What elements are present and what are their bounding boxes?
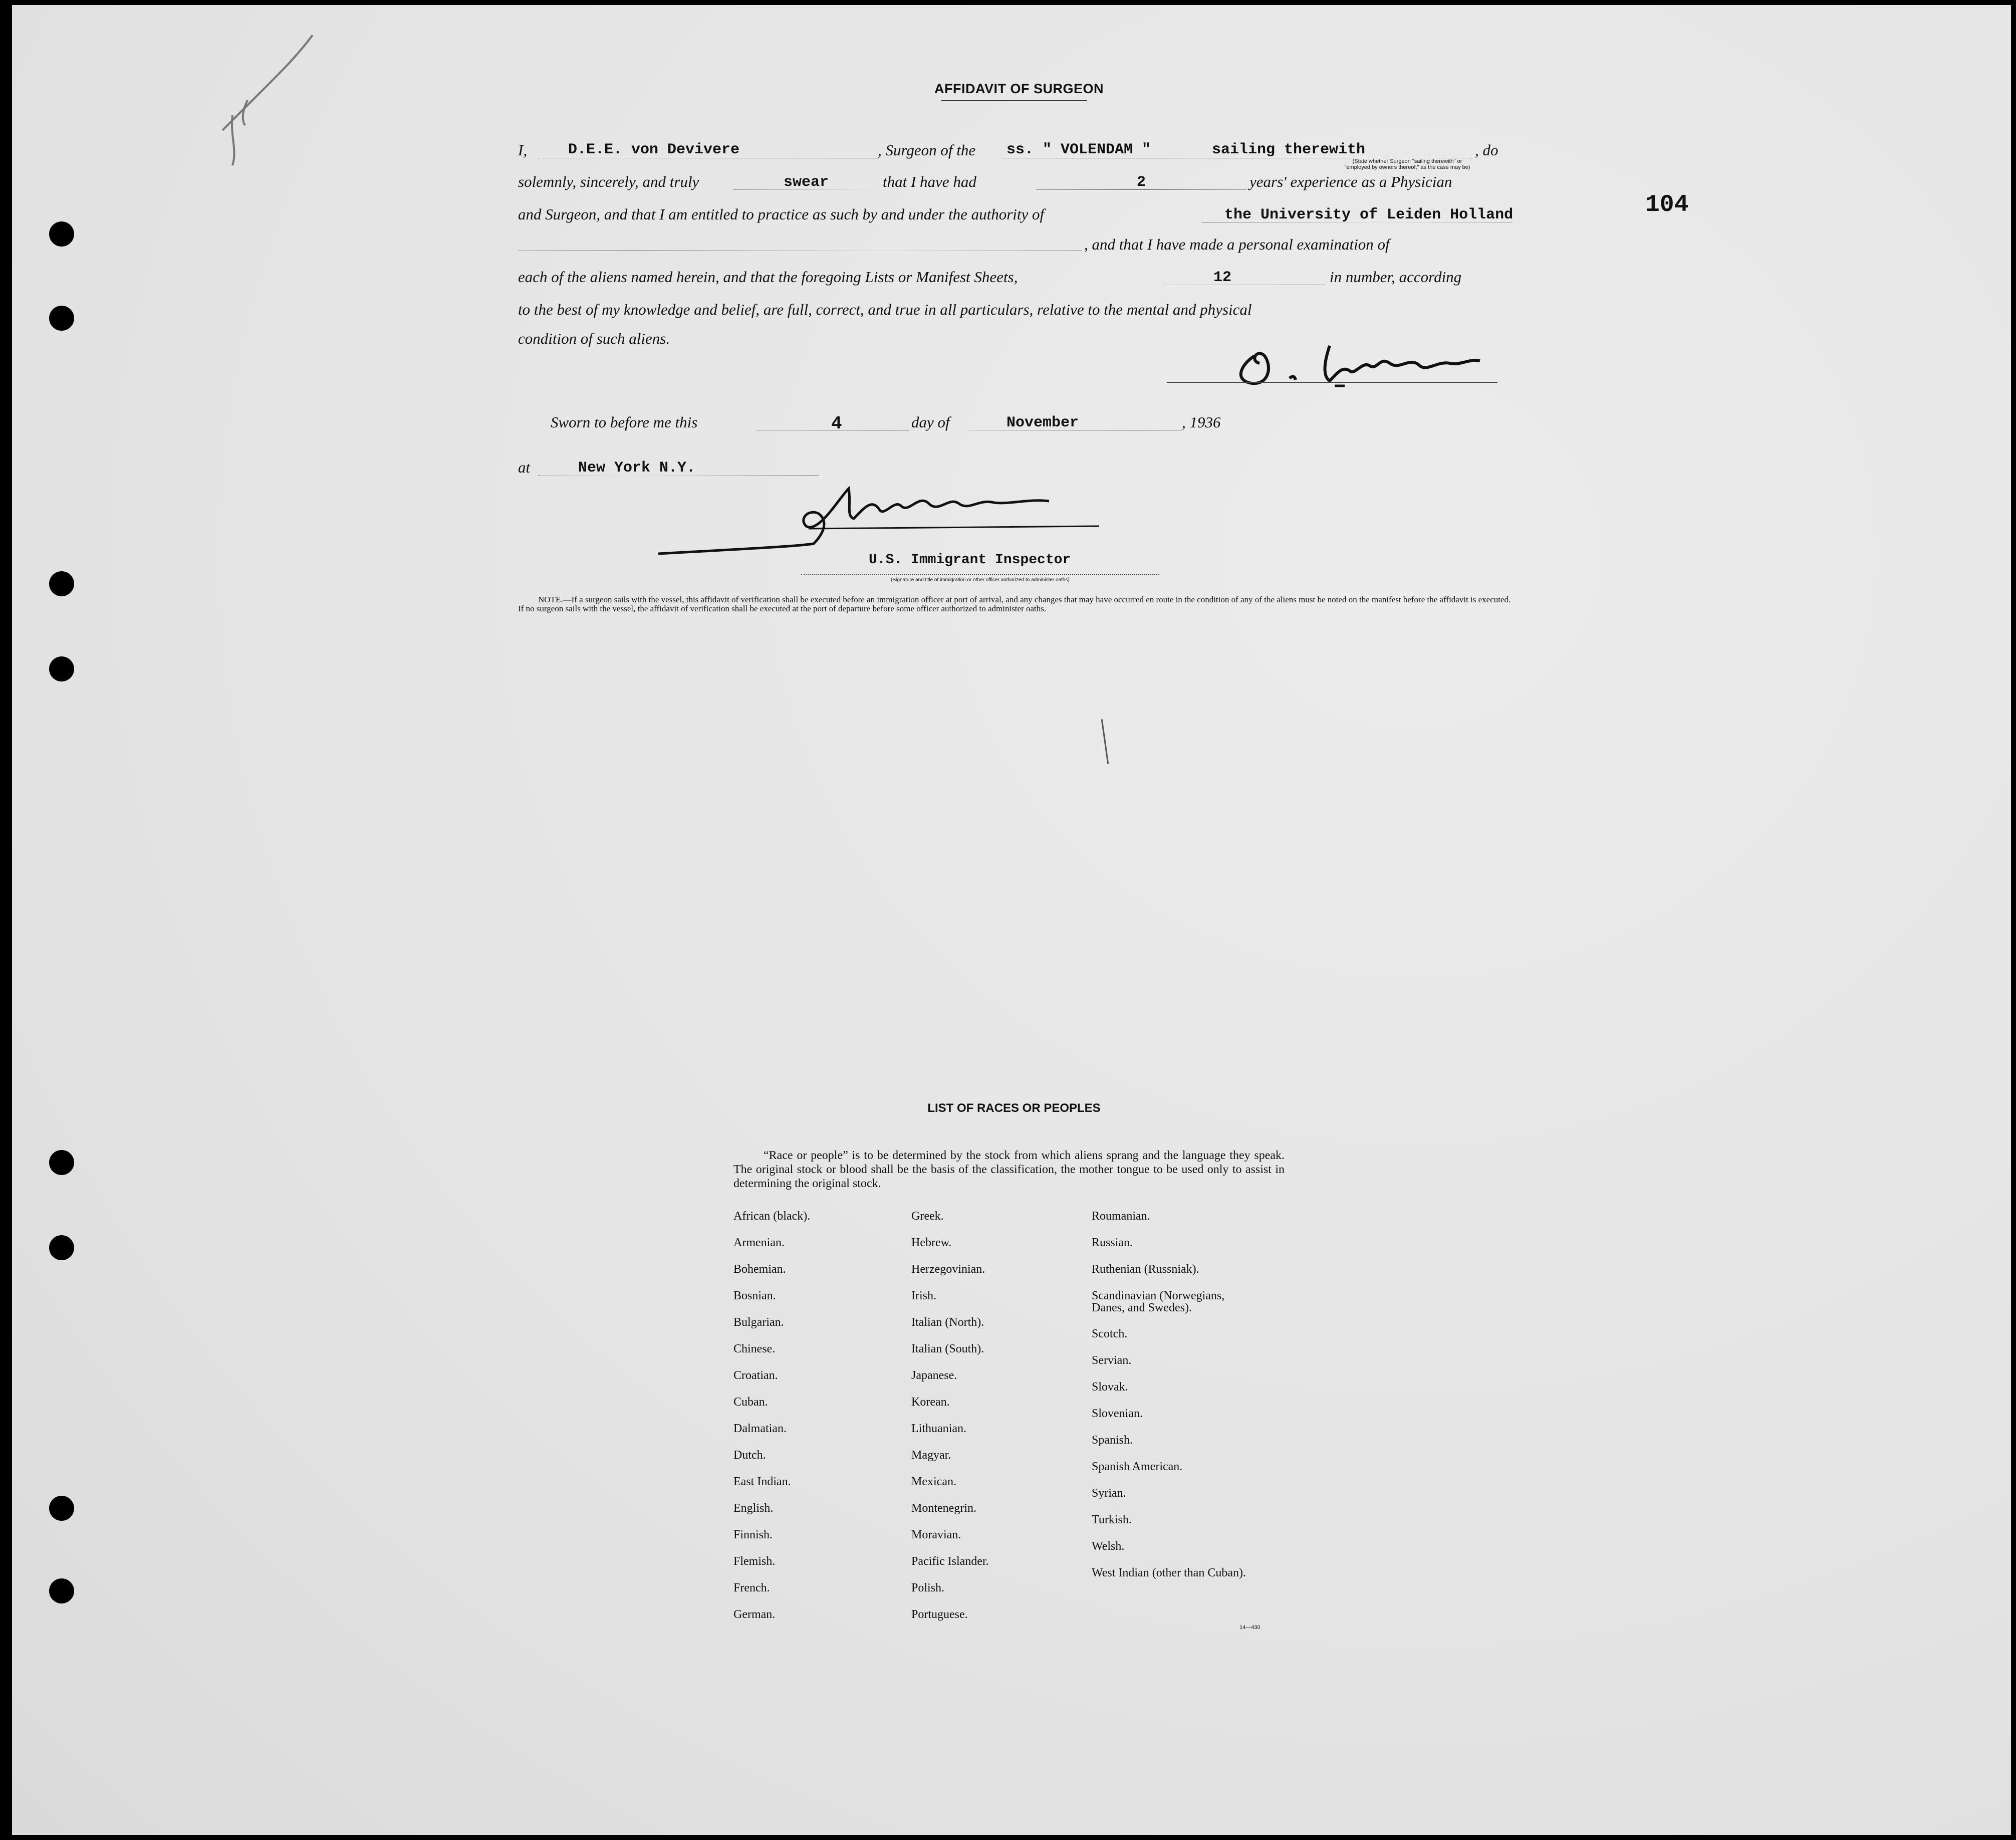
surgeon-signature-line [1167,382,1497,383]
stray-mark [1101,719,1109,764]
race-item: Dalmatian. [733,1422,787,1435]
race-item: East Indian. [733,1475,791,1488]
race-item: Slovak. [1092,1381,1128,1394]
authority-value: the University of Leiden Holland [1224,206,1514,223]
race-item: African (black). [733,1210,811,1223]
affidavit-title: AFFIDAVIT OF SURGEON [934,81,1104,96]
affidavit-line2-end: years' experience as a Physician [1249,173,1452,190]
race-item: Japanese. [911,1369,957,1382]
race-item: Armenian. [733,1236,785,1249]
surgeon-name: D.E.E. von Devivere [568,141,740,158]
note-paragraph-2: If no surgeon sails with the vessel, the affidavit of verification shall be executed at the port of departure before some officer authorized to administer oaths. [518,604,1047,613]
races-title: LIST OF RACES OR PEOPLES [927,1101,1101,1115]
race-item: Flemish. [733,1555,776,1568]
race-item: Scotch. [1092,1327,1128,1340]
corner-smudge [182,25,343,170]
binder-hole [49,221,74,247]
inspector-signature [648,474,1129,564]
race-item: Croatian. [733,1369,778,1382]
sworn-month: November [1006,414,1079,431]
affidavit-line1-end: , do [1475,141,1498,159]
race-item: Slovenian. [1092,1407,1143,1420]
officer-line [801,574,1159,575]
race-item: Syrian. [1092,1487,1126,1500]
affidavit-line1-prefix: I, [518,141,528,159]
surgeon-signature [1164,336,1525,396]
race-item: Korean. [911,1396,950,1409]
place-value: New York N.Y. [578,459,696,477]
races-intro: “Race or people” is to be determined by the stock from which aliens sprang and the language they speak. The original stock or blood shall be the basis of the classification, the mother tongue to be used only to assist in determining the original stock. [733,1149,1285,1190]
binder-hole [49,1235,74,1260]
race-item: Chinese. [733,1342,776,1355]
race-item: Bohemian. [733,1263,786,1276]
binder-hole [49,1496,74,1521]
race-item: Irish. [911,1289,936,1302]
affidavit-line3-prefix: and Surgeon, and that I am entitled to practice as such by and under the authority of [518,205,1045,223]
ship-name: ss. " VOLENDAM " [1006,141,1151,158]
races-column-1 [733,1210,810,1635]
affidavit-line1-mid: , Surgeon of the [878,141,976,159]
race-item: Polish. [911,1581,945,1594]
race-item: Herzegovinian. [911,1263,985,1276]
sworn-year: , 1936 [1182,413,1221,431]
binder-hole [49,1150,74,1175]
race-item: Portuguese. [911,1608,968,1621]
sailing-status: sailing therewith [1212,141,1366,158]
affidavit-note [518,595,1520,613]
race-item: Spanish. [1092,1434,1133,1447]
race-item: Magyar. [911,1449,951,1462]
sworn-day: 4 [831,413,842,434]
affidavit-line5-end: in number, according [1330,268,1462,286]
sworn-mid: day of [911,413,950,431]
affidavit-line6: to the best of my knowledge and belief, are full, correct, and true in all particulars, relative to the mental and physical [518,301,1252,318]
officer-title: U.S. Immigrant Inspector [869,552,1071,568]
race-item: Pacific Islander. [911,1555,989,1568]
years-value: 2 [1137,174,1146,191]
race-item: West Indian (other than Cuban). [1092,1566,1246,1579]
race-item: Finnish. [733,1528,773,1541]
page-number: 104 [1645,191,1689,218]
race-item: German. [733,1608,776,1621]
affidavit-line7: condition of such aliens. [518,330,670,347]
race-item: Hebrew. [911,1236,952,1249]
affidavit-line4: , and that I have made a personal examination of [1084,236,1390,253]
race-item: Russian. [1092,1236,1133,1249]
race-item: Mexican. [911,1475,956,1488]
race-item: Welsh. [1092,1540,1125,1553]
title-rule [941,100,1087,101]
binder-hole [49,656,74,681]
race-item: English. [733,1502,774,1515]
races-column-3 [1092,1210,1257,1593]
race-item: Cuban. [733,1396,768,1409]
note-paragraph-1: NOTE.—If a surgeon sails with the vessel, this affidavit of verification shall be executed before an immigration officer at port of arrival, and any changes that may have occurred en route in the condition of any of the aliens must be noted on the manifest before the affidavit is executed. [538,595,1511,604]
sheets-value: 12 [1213,269,1232,286]
affidavit-line2-prefix: solemnly, sincerely, and truly [518,173,699,190]
affidavit-line2-mid: that I have had [883,173,976,190]
race-item: French. [733,1581,770,1594]
sworn-prefix: Sworn to before me this [551,413,698,431]
race-item: Bosnian. [733,1289,776,1302]
binder-hole [49,1578,74,1603]
document-page [12,5,2011,1835]
race-item: Italian (South). [911,1342,984,1355]
race-item: Bulgarian. [733,1316,784,1329]
race-item: Turkish. [1092,1513,1132,1526]
affidavit-line5-prefix: each of the aliens named herein, and that the foregoing Lists or Manifest Sheets, [518,268,1018,286]
officer-hint: (Signature and title of immigration or other officer authorized to administer oaths) [891,577,1070,583]
race-item: Spanish American. [1092,1460,1183,1473]
races-column-2 [911,1210,989,1635]
race-item: Roumanian. [1092,1210,1150,1223]
race-item: Dutch. [733,1449,766,1462]
race-item: Lithuanian. [911,1422,966,1435]
binder-hole [49,306,74,331]
oath-word: swear [784,174,829,191]
race-item: Ruthenian (Russniak). [1092,1263,1199,1276]
race-item: Italian (North). [911,1316,984,1329]
race-item: Servian. [1092,1354,1132,1367]
form-number: 14—430 [1239,1625,1261,1631]
race-item: Greek. [911,1210,944,1223]
at-prefix: at [518,458,531,476]
sailing-hint: (State whether Surgeon "sailing therewith" or "employed by owners thereof," as the case may be) [1344,158,1470,170]
race-item: Montenegrin. [911,1502,976,1515]
binder-hole [49,571,74,596]
race-item: Scandinavian (Norwegians, Danes, and Swedes). [1092,1289,1225,1314]
race-item: Moravian. [911,1528,961,1541]
